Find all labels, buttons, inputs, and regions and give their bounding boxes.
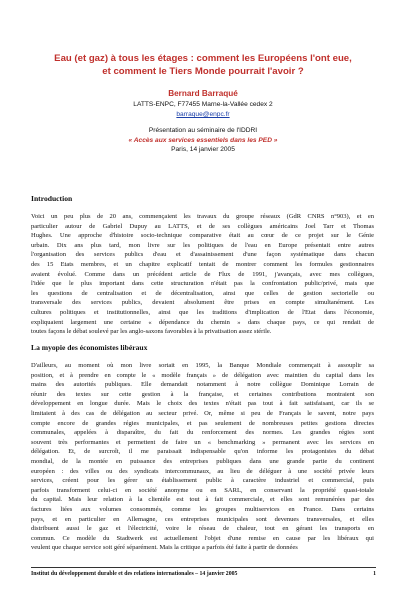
title-line-2: et comment le Tiers Monde pourrait l'avoir ?	[102, 66, 304, 77]
author-name: Bernard Barraqué	[168, 89, 238, 98]
paragraph-line: mondial, de la montée en puissance des entreprises publiques dans une grande partie du continent	[31, 457, 374, 465]
paragraph-line: cultures politiques et institutionnelles, ainsi que les traditions d'implication de l'Etat dans l'économie,	[31, 308, 374, 316]
paragraph-line: transversale des services publics, devaient absolument être prises en compte simultanément. Les	[31, 299, 374, 307]
paragraph-line: européen : des villes ou des syndicats intercommunaux, au lieu de déléguer à une société privée leurs	[31, 467, 374, 475]
page-footer	[31, 571, 376, 577]
paragraph-line: pays, et en particulier en Allemagne, ces entreprises municipales sont devenues transversales, et elles	[31, 515, 374, 523]
paragraph-line: mains des autorités publiques. Elle demandait notamment à notre collègue Dominique Lorrain de	[31, 381, 374, 389]
presentation-block	[0, 126, 406, 155]
paragraph-line: D'ailleurs, au moment où mon livre sortait en 1995, la Banque Mondiale commençait à assouplir sa	[31, 362, 374, 369]
paragraph-line: délégation. Et, de surcroît, il me paraissait indispensable qu'on informe les protagonistes du débat	[31, 448, 374, 456]
author-affiliation-block	[0, 100, 406, 120]
paragraph-line: services, créent pour les gérer un établissement public à caractère industriel et commercial, puis	[31, 477, 374, 485]
paragraph-line: réunir des textes sur cette gestion à la française, et certaines contributions montraient son	[31, 390, 374, 398]
paragraph-line: Hughes. Une approche d'histoire socio-technique comparative était au cœur de ce projet sur le Génie	[31, 232, 374, 240]
paragraph-line: souvent très performantes et permettent de faire un « benchmarking » permanent avec les services en	[31, 438, 374, 446]
paragraph-line: expliquaient largement une certaine « dépendance du chemin » dans chaque pays, ce qui rendait de	[31, 318, 374, 326]
paragraph-line: parfois transforment celui-ci en société anonyme ou en SARL, en conservant la propriété quasi-totale	[31, 486, 374, 494]
paragraph-line: factures liées aux volumes consommés, comme les groupes multiservices en France. Dans certains	[31, 505, 374, 513]
paragraph-line: commun. Ce modèle du Stadtwerk est actuellement l'objet d'une remise en cause par les libéraux qui	[31, 534, 374, 542]
paragraph-line: compte encore de grandes régies municipales, et pas seulement de nombreuses petites gestions directes	[31, 419, 374, 427]
paragraph-line: distribuent aussi le gaz et l'électricité, voire le réseau de chaleur, tout en gérant les transports en	[31, 525, 374, 533]
author-email-link[interactable]: barraque@enpc.fr	[176, 111, 230, 118]
presentation-venue: Présentation au séminaire de l'IDDRI	[148, 127, 258, 134]
paragraph-line: veulent que chaque service soit géré séparément. Mais la critique a parfois été faite à partir de données	[31, 544, 298, 552]
section-heading-myopie: La myopie des économistes libéraux	[31, 343, 148, 352]
paragraph-line: du capital. Mais leur relation à la clientèle est tout à fait commerciale, et elles sont remunérées par des	[31, 496, 374, 504]
document-title	[20, 52, 386, 78]
paragraph-line: Voici un peu plus de 20 ans, commençaient les travaux du groupe réseaux (GdR CNRS n°903), et en	[31, 213, 374, 220]
paragraph-line: avaient évolué. Comme dans un précédent article de Flux de 1991, j'avançais, avec mes collègues,	[31, 270, 374, 278]
presentation-date: Paris, 14 janvier 2005	[171, 146, 235, 153]
affiliation: LATTS-ENPC, F77455 Marne-la-Vallée cedex 2	[133, 101, 273, 108]
paragraph-line: les questions de centralisation et de décentralisation, ainsi que celles de gestion sectorielle ou	[31, 289, 374, 297]
paragraph-line: communales, appelées à disparaître, du fait du renforcement des normes. Les grandes régies sont	[31, 429, 374, 437]
paragraph-line: urbain. Dix ans plus tard, mon livre sur les politiques de l'eau en Europe présentait entre autres	[31, 241, 374, 249]
paragraph-line: toutes façons le débat soulevé par les anglo-saxons favorables à la privatisation assez stérile.	[31, 328, 272, 336]
paragraph-line: position, et à prendre en compte le « modèle français » de délégation avec maintien du capital dans les	[31, 371, 374, 379]
paragraph-line: l'organisation des services publics d'eau et d'assainissement d'une façon systématique dans chacun	[31, 251, 374, 259]
paragraph-line: des 15 Etats membres, et un chapitre explicatif tentait de montrer comment les formules gestionnaires	[31, 260, 374, 268]
paragraph-line: limitaient à des cas de délégation au secteur privé. Or, même si peu de Français le savent, notre pays	[31, 409, 374, 417]
paragraph-line: l'idée que le plus important dans cette structuration n'était pas la confrontation public/privé, mais que	[31, 280, 374, 288]
footer-divider	[31, 567, 376, 568]
title-line-1: Eau (et gaz) à tous les étages : comment les Européens l'ont eue,	[54, 53, 352, 64]
footer-text: Institut du développement durable et des relations internationales – 14 janvier 2005	[31, 571, 238, 577]
paragraph-line: développement en longue durée. Mais le choix des textes n'était pas tout à fait satisfaisant, car ils se	[31, 400, 374, 408]
page-number: 1	[373, 571, 376, 577]
myopie-paragraph	[31, 361, 374, 553]
presentation-seminar-title: « Accès aux services essentiels dans les PED »	[128, 136, 278, 144]
paragraph-line: particulier autour de Gabriel Dupuy au LATTS, et de ses collègues américains Joel Tarr et Thomas	[31, 222, 374, 230]
section-heading-introduction: Introduction	[31, 194, 73, 203]
introduction-paragraph	[31, 212, 374, 337]
